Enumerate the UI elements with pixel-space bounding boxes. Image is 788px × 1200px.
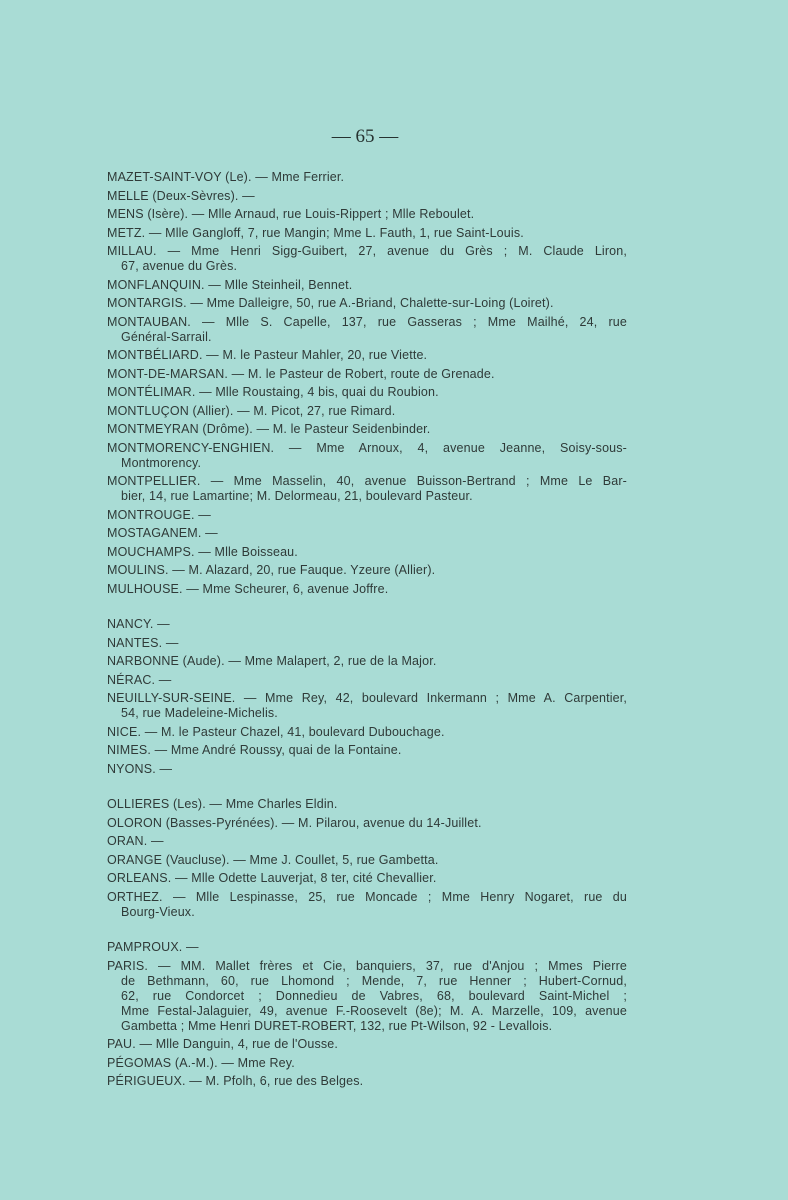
entry-line: MULHOUSE. — Mme Scheurer, 6, avenue Joffre. xyxy=(107,581,389,596)
entry-continuation-line: de Bethmann, 60, rue Lhomond ; Mende, 7, rue Henner ; Hubert-Cornud, xyxy=(121,973,627,988)
entry-line: MOULINS. — M. Alazard, 20, rue Fauque. Yzeure (Allier). xyxy=(107,563,436,577)
entry-line: OLLIERES (Les). — Mme Charles Eldin. xyxy=(107,797,338,811)
directory-entry xyxy=(107,1056,627,1071)
entry-line: MAZET-SAINT-VOY (Le). — Mme Ferrier. xyxy=(107,170,345,184)
directory-entry xyxy=(107,244,627,274)
entry-line: MOSTAGANEM. — xyxy=(107,526,218,540)
directory-entry xyxy=(107,834,627,849)
directory-entry xyxy=(107,563,627,578)
entry-line: ORANGE (Vaucluse). — Mme J. Coullet, 5, rue Gambetta. xyxy=(107,852,439,867)
directory-entry xyxy=(107,1074,627,1089)
entry-line: PÉRIGUEUX. — M. Pfolh, 6, rue des Belges. xyxy=(107,1074,364,1088)
entry-line: ORLEANS. — Mlle Odette Lauverjat, 8 ter, cité Chevallier. xyxy=(107,871,437,885)
directory-entry xyxy=(107,654,627,669)
entry-line: MILLAU. — Mme Henri Sigg-Guibert, 27, avenue du Grès ; M. Claude Liron, xyxy=(107,244,627,258)
directory-entry xyxy=(107,508,627,523)
entry-line: MONTMORENCY-ENGHIEN. — Mme Arnoux, 4, avenue Jeanne, Soisy-sous- xyxy=(107,440,627,455)
entry-line: MENS (Isère). — Mlle Arnaud, rue Louis-Rippert ; Mlle Reboulet. xyxy=(107,207,475,221)
directory-entry xyxy=(107,636,627,651)
directory-entry xyxy=(107,207,627,222)
directory-entry xyxy=(107,959,627,1034)
directory-entry xyxy=(107,673,627,688)
entry-line: MONTAUBAN. — Mlle S. Capelle, 137, rue Gasseras ; Mme Mailhé, 24, rue xyxy=(107,314,627,329)
entry-line: NARBONNE (Aude). — Mme Malapert, 2, rue de la Major. xyxy=(107,654,437,668)
entry-continuation-line: 54, rue Madeleine-Michelis. xyxy=(121,706,278,720)
directory-entry xyxy=(107,797,627,812)
entry-line: PÉGOMAS (A.-M.). — Mme Rey. xyxy=(107,1055,295,1070)
directory-entry xyxy=(107,743,627,758)
directory-entry xyxy=(107,526,627,541)
directory-entry xyxy=(107,940,627,955)
directory-entry xyxy=(107,189,627,204)
directory-entry xyxy=(107,296,627,311)
directory-entry xyxy=(107,348,627,363)
directory-entry xyxy=(107,170,627,185)
directory-entry xyxy=(107,315,627,345)
directory-entry xyxy=(107,404,627,419)
entry-line: NIMES. — Mme André Roussy, quai de la Fontaine. xyxy=(107,743,402,757)
entry-line: MELLE (Deux-Sèvres). — xyxy=(107,188,255,203)
entry-line: MONTARGIS. — Mme Dalleigre, 50, rue A.-Briand, Chalette-sur-Loing (Loiret). xyxy=(107,296,554,310)
entry-line: NANCY. — xyxy=(107,617,170,631)
entry-line: MOUCHAMPS. — Mlle Boisseau. xyxy=(107,544,298,559)
entry-continuation-line: 62, rue Condorcet ; Donnedieu de Vabres, 68, boulevard Saint-Michel ; xyxy=(121,988,627,1003)
directory-entry xyxy=(107,582,627,597)
directory-entry xyxy=(107,367,627,382)
entry-line: ORTHEZ. — Mlle Lespinasse, 25, rue Moncade ; Mme Henry Nogaret, rue du xyxy=(107,889,627,904)
entry-line: NANTES. — xyxy=(107,635,179,650)
entry-continuation-line: Montmorency. xyxy=(121,455,202,470)
entry-line: NYONS. — xyxy=(107,761,173,776)
entry-continuation-line: Général-Sarrail. xyxy=(121,329,212,344)
entry-line: NICE. — M. le Pasteur Chazel, 41, boulevard Dubouchage. xyxy=(107,724,445,739)
entry-continuation-line: Bourg-Vieux. xyxy=(121,904,195,919)
directory-entry xyxy=(107,545,627,560)
directory-list xyxy=(107,170,627,1093)
entry-line: MONTBÉLIARD. — M. le Pasteur Mahler, 20, rue Viette. xyxy=(107,348,428,362)
directory-entry xyxy=(107,816,627,831)
entry-line: MONTROUGE. — xyxy=(107,507,211,522)
section-gap xyxy=(107,600,627,617)
directory-entry xyxy=(107,762,627,777)
entry-line: NEUILLY-SUR-SEINE. — Mme Rey, 42, boulevard Inkermann ; Mme A. Carpentier, xyxy=(107,691,627,705)
section-gap xyxy=(107,923,627,940)
directory-entry xyxy=(107,871,627,886)
entry-line: MONTÉLIMAR. — Mlle Roustaing, 4 bis, quai du Roubion. xyxy=(107,385,439,399)
entry-line: PARIS. — MM. Mallet frères et Cie, banquiers, 37, rue d'Anjou ; Mmes Pierre xyxy=(107,958,627,973)
entry-line: MONTLUÇON (Allier). — M. Picot, 27, rue Rimard. xyxy=(107,403,396,418)
directory-entry xyxy=(107,226,627,241)
directory-entry xyxy=(107,1037,627,1052)
directory-entry xyxy=(107,422,627,437)
entry-continuation-line: bier, 14, rue Lamartine; M. Delormeau, 21, boulevard Pasteur. xyxy=(121,489,473,503)
directory-entry xyxy=(107,385,627,400)
section-gap xyxy=(107,780,627,797)
directory-entry xyxy=(107,890,627,920)
entry-line: MONTMEYRAN (Drôme). — M. le Pasteur Seidenbinder. xyxy=(107,422,431,436)
entry-line: NÉRAC. — xyxy=(107,672,172,687)
entry-line: MONFLANQUIN. — Mlle Steinheil, Bennet. xyxy=(107,277,353,292)
entry-line: PAU. — Mlle Danguin, 4, rue de l'Ousse. xyxy=(107,1037,339,1051)
entry-continuation-line: 67, avenue du Grès. xyxy=(121,259,238,273)
directory-entry xyxy=(107,441,627,471)
entry-line: MONTPELLIER. — Mme Masselin, 40, avenue Buisson-Bertrand ; Mme Le Bar- xyxy=(107,474,627,488)
directory-entry xyxy=(107,474,627,504)
page-number: — 65 — xyxy=(331,126,399,147)
entry-line: OLORON (Basses-Pyrénées). — M. Pilarou, avenue du 14-Juillet. xyxy=(107,815,482,830)
directory-entry xyxy=(107,853,627,868)
entry-continuation-line: Gambetta ; Mme Henri DURET-ROBERT, 132, rue Pt-Wilson, 92 - Levallois. xyxy=(121,1018,553,1033)
entry-line: ORAN. — xyxy=(107,834,164,848)
directory-entry xyxy=(107,278,627,293)
entry-continuation-line: Mme Festal-Jalaguier, 49, avenue F.-Roosevelt (8e); M. A. Marzelle, 109, avenue xyxy=(121,1003,627,1018)
directory-entry xyxy=(107,617,627,632)
entry-line: PAMPROUX. — xyxy=(107,940,199,954)
directory-entry xyxy=(107,691,627,721)
directory-entry xyxy=(107,725,627,740)
entry-line: METZ. — Mlle Gangloff, 7, rue Mangin; Mme L. Fauth, 1, rue Saint-Louis. xyxy=(107,225,524,240)
entry-line: MONT-DE-MARSAN. — M. le Pasteur de Robert, route de Grenade. xyxy=(107,366,495,381)
